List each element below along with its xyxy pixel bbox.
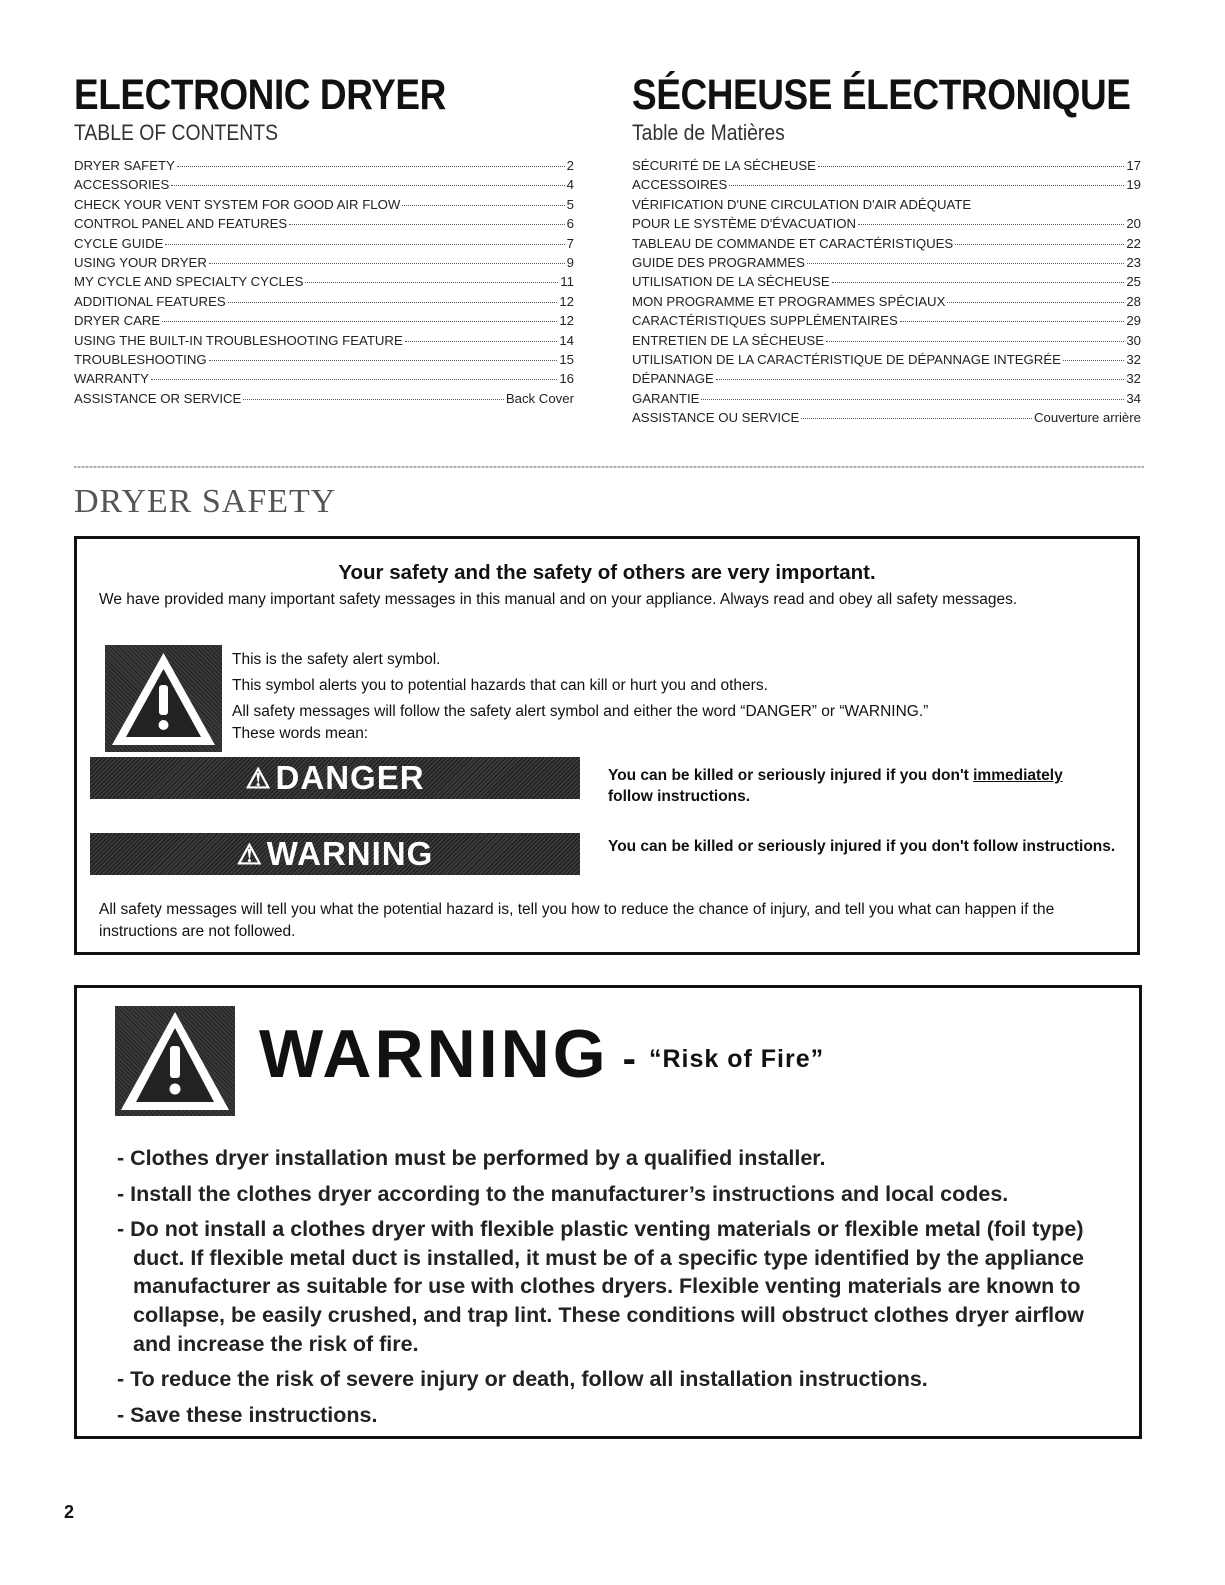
toc-leader-dots	[228, 302, 558, 303]
toc-entry-label: USING YOUR DRYER	[74, 255, 207, 271]
toc-entry	[74, 234, 574, 253]
toc-entry-page: 17	[1126, 158, 1141, 173]
toc-entry-label: UTILISATION DE LA SÉCHEUSE	[632, 274, 830, 290]
toc-entry-page: 6	[566, 216, 574, 232]
section-title: DRYER SAFETY	[74, 483, 337, 520]
toc-entry	[74, 272, 574, 291]
toc-leader-dots	[807, 263, 1124, 264]
risk-of-fire-label: “Risk of Fire”	[648, 1045, 825, 1074]
toc-entry	[74, 331, 574, 350]
toc-french-list	[632, 156, 1141, 428]
toc-entry	[632, 311, 1141, 330]
danger-label: DANGER	[275, 759, 425, 796]
toc-entry-label: MY CYCLE AND SPECIALTY CYCLES	[74, 274, 304, 290]
toc-entry-label: CYCLE GUIDE	[74, 235, 164, 251]
fire-warning-item: - To reduce the risk of severe injury or death, follow all installation instructions.	[117, 1367, 928, 1392]
toc-entry-label: ASSISTANCE OU SERVICE	[632, 410, 800, 426]
toc-entry-label: ADDITIONAL FEATURES	[74, 293, 226, 309]
toc-leader-dots	[832, 282, 1125, 283]
fire-warning-item: - Do not install a clothes dryer with flexible plastic venting materials or flexible metal (foil type) duct. If flexible metal duct is installed, it must be of a specific type identified by the appliance manufacturer as suitable for use with clothes dryers. Flexible venting materials are known to collapse, be easily crushed, and trap lint. These conditions will obstruct clothes dryer airflow and increase the risk of fire.	[117, 1217, 1085, 1356]
toc-entry-page: 32	[1126, 371, 1141, 387]
fire-warning-title	[259, 1016, 824, 1097]
toc-leader-dots	[162, 321, 557, 322]
fire-warning-item: - Install the clothes dryer according to the manufacturer’s instructions and local codes.	[117, 1181, 1009, 1206]
toc-entry	[74, 175, 574, 194]
toc-leader-dots	[177, 166, 565, 167]
divider	[74, 466, 1144, 468]
toc-entry-label: WARRANTY	[74, 371, 149, 387]
toc-entry-label: TABLEAU DE COMMANDE ET CARACTÉRISTIQUES	[632, 235, 954, 251]
toc-entry-label: UTILISATION DE LA CARACTÉRISTIQUE DE DÉPANNAGE INTEGRÉE	[632, 352, 1061, 368]
toc-entry-page: 5	[566, 196, 574, 212]
toc-entry-label: SÉCURITÉ DE LA SÉCHEUSE	[632, 158, 816, 173]
warning-word: WARNING	[259, 1016, 609, 1092]
danger-desc-text-end: follow instructions.	[608, 788, 751, 805]
toc-leader-dots	[165, 244, 564, 245]
toc-entry-label: TROUBLESHOOTING	[74, 352, 207, 368]
warning-description: You can be killed or seriously injured if you don't follow instructions.	[608, 838, 1116, 855]
toc-leader-dots	[209, 263, 565, 264]
toc-entry-page: 25	[1126, 274, 1141, 290]
toc-entry	[632, 214, 1141, 233]
toc-leader-dots	[947, 302, 1124, 303]
toc-entry	[632, 272, 1141, 291]
subtitle-english: TABLE OF CONTENTS	[74, 120, 279, 145]
toc-entry-page: Back Cover	[505, 390, 574, 406]
toc-entry	[632, 369, 1141, 388]
fire-warning-list	[117, 1144, 1127, 1436]
toc-entry-label: CARACTÉRISTIQUES SUPPLÉMENTAIRES	[632, 313, 898, 329]
toc-entry-label: DRYER SAFETY	[74, 158, 175, 173]
warning-triangle-icon	[115, 1006, 235, 1116]
toc-entry	[632, 350, 1141, 369]
danger-desc-emphasis: immediately	[973, 767, 1063, 784]
toc-entry-label: DÉPANNAGE	[632, 371, 714, 387]
toc-entry-label: MON PROGRAMME ET PROGRAMMES SPÉCIAUX	[632, 293, 946, 309]
toc-entry-page: 34	[1126, 390, 1141, 406]
alert-line: All safety messages will follow the safety alert symbol and either the word “DANGER” or “WARNING.”	[232, 703, 929, 720]
toc-entry-label: ASSISTANCE OR SERVICE	[74, 390, 242, 406]
alert-line: These words mean:	[232, 725, 369, 742]
toc-entry	[632, 389, 1141, 408]
toc-entry-label: USING THE BUILT-IN TROUBLESHOOTING FEATURE	[74, 332, 403, 348]
fire-warning-item: - Clothes dryer installation must be performed by a qualified installer.	[117, 1146, 826, 1170]
toc-entry-page: 30	[1126, 332, 1141, 348]
toc-entry-page: 32	[1126, 352, 1141, 368]
toc-entry-page: 29	[1126, 313, 1141, 329]
toc-leader-dots	[1063, 360, 1124, 361]
toc-entry	[632, 175, 1141, 194]
toc-leader-dots	[801, 418, 1032, 419]
toc-leader-dots	[716, 379, 1124, 380]
toc-entry-page: 28	[1126, 293, 1141, 309]
toc-leader-dots	[701, 399, 1124, 400]
toc-leader-dots	[955, 244, 1124, 245]
toc-entry-page: 14	[559, 332, 574, 348]
fire-warning-item: - Save these instructions.	[117, 1402, 378, 1427]
title-french: SÉCHEUSE ÉLECTRONIQUE	[632, 71, 1131, 119]
toc-entry-label: ENTRETIEN DE LA SÉCHEUSE	[632, 332, 824, 348]
danger-description	[608, 765, 1128, 807]
toc-entry-page: 2	[566, 158, 574, 173]
toc-leader-dots	[171, 185, 564, 186]
toc-leader-dots	[209, 360, 558, 361]
toc-french	[632, 72, 1141, 428]
title-dash: -	[622, 1037, 639, 1082]
page-number: 2	[64, 1502, 75, 1522]
safety-box	[74, 536, 1140, 955]
subtitle-french: Table de Matières	[632, 120, 785, 145]
toc-entry	[74, 156, 574, 175]
toc-entry	[74, 214, 574, 233]
toc-entry-page: 4	[566, 177, 574, 193]
toc-entry-page: 22	[1126, 235, 1141, 251]
alert-triangle-icon: ⚠	[236, 838, 263, 870]
toc-entry-label: GARANTIE	[632, 390, 700, 406]
toc-entry-label: CHECK YOUR VENT SYSTEM FOR GOOD AIR FLOW	[74, 196, 401, 212]
toc-leader-dots	[818, 166, 1124, 167]
fire-warning-box	[74, 985, 1142, 1439]
toc-leader-dots	[243, 399, 504, 400]
toc-leader-dots	[858, 224, 1124, 225]
toc-leader-dots	[151, 379, 557, 380]
danger-desc-text: You can be killed or seriously injured if you don't	[608, 767, 974, 784]
warning-signal-bar	[90, 833, 580, 875]
alert-explanation	[232, 649, 1092, 745]
toc-entry-page: 11	[560, 274, 574, 290]
toc-entry	[74, 292, 574, 311]
toc-entry-label: DRYER CARE	[74, 313, 161, 329]
toc-entry	[74, 350, 574, 369]
safety-heading: Your safety and the safety of others are very important.	[338, 561, 876, 584]
toc-entry-page: 23	[1126, 255, 1141, 271]
danger-signal-bar	[90, 757, 580, 799]
toc-entry	[74, 253, 574, 272]
toc-entry-page: 16	[559, 371, 574, 387]
toc-entry-page: Couverture arrière	[1033, 410, 1141, 426]
toc-entry-label: CONTROL PANEL AND FEATURES	[74, 216, 288, 232]
toc-leader-dots	[305, 282, 558, 283]
alert-line: This is the safety alert symbol.	[232, 651, 441, 668]
toc-entry	[74, 389, 574, 408]
toc-leader-dots	[405, 341, 558, 342]
toc-entry	[74, 195, 574, 214]
toc-entry	[74, 311, 574, 330]
toc-leader-dots	[900, 321, 1125, 322]
toc-leader-dots	[402, 205, 564, 206]
title-english: ELECTRONIC DRYER	[74, 71, 446, 119]
toc-entry-label: GUIDE DES PROGRAMMES	[632, 255, 805, 271]
alert-line: This symbol alerts you to potential hazards that can kill or hurt you and others.	[232, 677, 768, 694]
toc-entry	[632, 195, 1141, 214]
toc-entry-label: ACCESSOIRES	[632, 177, 728, 193]
toc-leader-dots	[826, 341, 1124, 342]
toc-entry	[632, 331, 1141, 350]
toc-entry	[632, 292, 1141, 311]
toc-entry	[632, 253, 1141, 272]
toc-entry	[74, 369, 574, 388]
toc-entry-label: POUR LE SYSTÈME D'ÉVACUATION	[632, 216, 857, 232]
alert-triangle-icon: ⚠	[245, 762, 272, 794]
toc-entry-page: 20	[1126, 216, 1141, 232]
toc-entry-page: 12	[559, 293, 574, 309]
toc-entry-page: 15	[559, 352, 574, 368]
toc-leader-dots	[289, 224, 564, 225]
warning-label: WARNING	[266, 835, 434, 872]
toc-entry	[632, 234, 1141, 253]
safety-intro: We have provided many important safety messages in this manual and on your appliance. Always read and obey all safety messages.	[99, 591, 1018, 608]
toc-entry-label: VÉRIFICATION D'UNE CIRCULATION D'AIR ADÉQUATE	[632, 196, 972, 212]
toc-entry-page: 12	[559, 313, 574, 329]
warning-triangle-icon	[105, 645, 222, 752]
toc-english	[74, 72, 574, 408]
toc-entry	[632, 408, 1141, 427]
toc-entry-label: ACCESSORIES	[74, 177, 170, 193]
toc-entry-page: 19	[1126, 177, 1141, 193]
toc-entry-page: 9	[566, 255, 574, 271]
toc-entry-page: 7	[566, 235, 574, 251]
toc-leader-dots	[729, 185, 1124, 186]
safety-footer: All safety messages will tell you what the potential hazard is, tell you how to reduce the chance of injury, and tell you what can happen if the instructions are not followed.	[99, 901, 1055, 940]
toc-english-list	[74, 156, 574, 408]
toc-entry	[632, 156, 1141, 175]
